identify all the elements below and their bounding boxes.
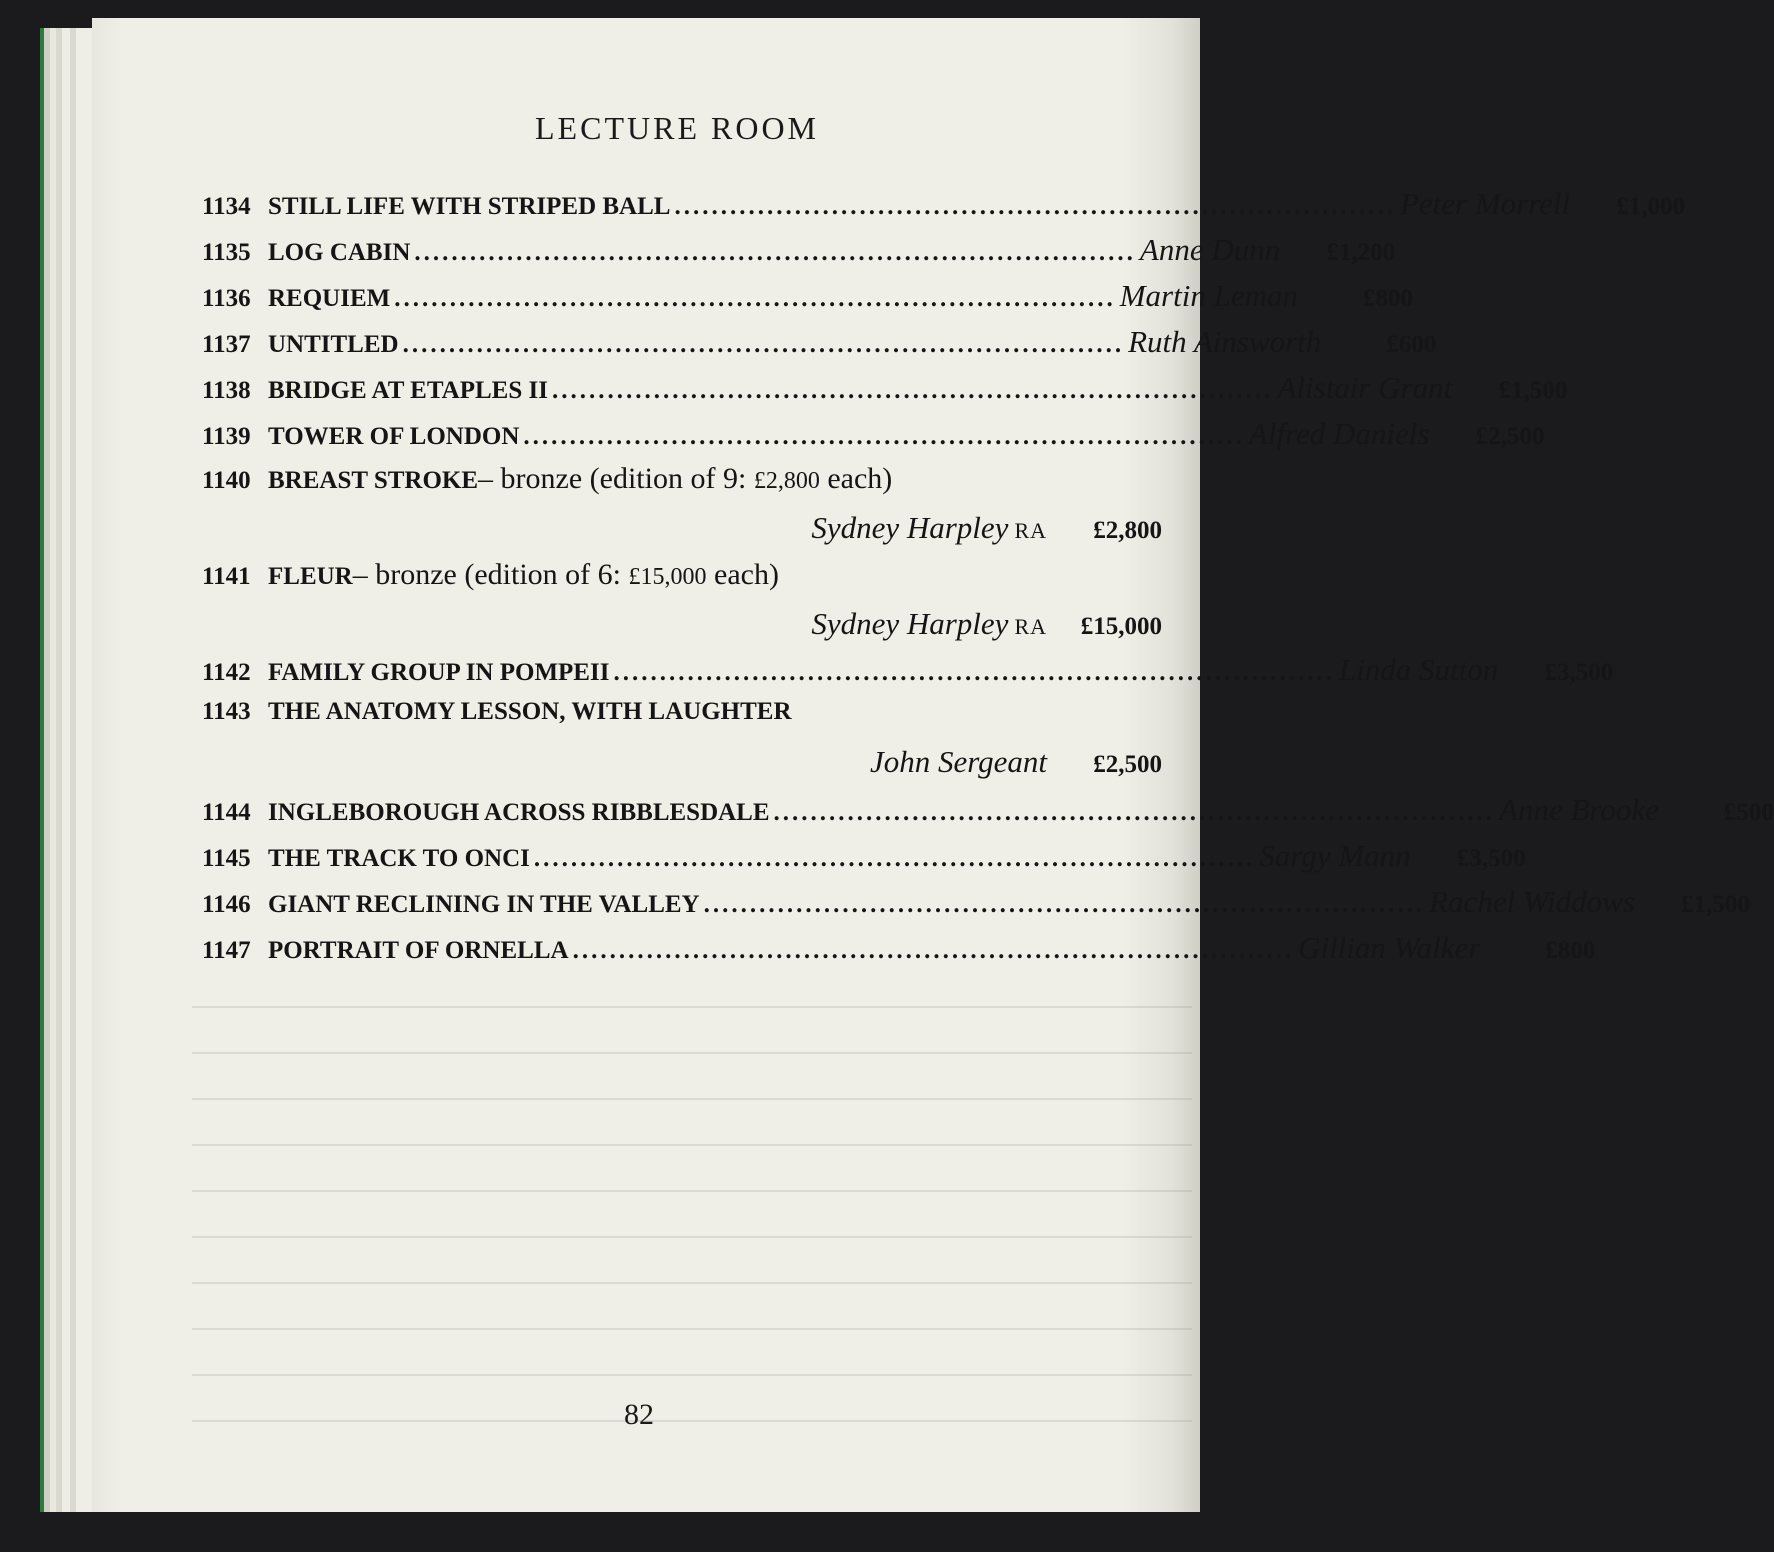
catalogue-entry bbox=[202, 186, 1686, 230]
entry-number: 1143 bbox=[202, 698, 251, 725]
entry-title: FLEUR bbox=[268, 563, 353, 590]
entry-number: 1145 bbox=[202, 845, 251, 872]
entry-price: £600 bbox=[1386, 331, 1437, 358]
entry-price: £500 bbox=[1723, 799, 1774, 826]
catalogue-entry bbox=[202, 370, 1568, 414]
entry-title: FAMILY GROUP IN POMPEII bbox=[268, 659, 610, 686]
catalogue-entry-continuation bbox=[202, 510, 1162, 554]
catalogue-entry bbox=[202, 462, 1162, 506]
entry-number: 1140 bbox=[202, 467, 251, 494]
entry-price: £1,500 bbox=[1498, 377, 1568, 404]
entry-title: THE TRACK TO ONCI bbox=[268, 845, 530, 872]
catalogue-entry bbox=[202, 838, 1526, 882]
catalogue-entry bbox=[202, 416, 1545, 460]
catalogue-entry-continuation bbox=[202, 606, 1162, 650]
entry-price: £800 bbox=[1362, 285, 1413, 312]
entry-artist: Rachel Widdows bbox=[1429, 884, 1635, 919]
entry-price: £3,500 bbox=[1544, 659, 1614, 686]
entry-number: 1138 bbox=[202, 377, 251, 404]
entry-suffix: RA bbox=[1014, 518, 1047, 543]
entry-artist: Ruth Ainsworth bbox=[1128, 324, 1322, 359]
entry-title: STILL LIFE WITH STRIPED BALL bbox=[268, 193, 671, 220]
entry-title: PORTRAIT OF ORNELLA bbox=[268, 937, 569, 964]
entry-artist: John Sergeant bbox=[869, 744, 1047, 779]
page-title: LECTURE ROOM bbox=[535, 110, 819, 146]
leader-dots: .............................................................................. bbox=[773, 799, 1496, 826]
entry-artist: Alistair Grant bbox=[1277, 370, 1453, 405]
entry-price: £2,800 bbox=[1093, 517, 1162, 544]
entry-number: 1134 bbox=[202, 193, 251, 220]
catalogue-entry bbox=[202, 698, 1162, 742]
entry-artist: Sargy Mann bbox=[1259, 838, 1411, 873]
entry-number: 1147 bbox=[202, 937, 251, 964]
entry-price: £2,500 bbox=[1093, 751, 1162, 778]
show-through-text bbox=[192, 978, 1192, 1438]
catalogue-entry bbox=[202, 278, 1413, 322]
catalogue-entry bbox=[202, 792, 1774, 836]
leader-dots: .............................................................................. bbox=[674, 193, 1396, 220]
leader-dots: .............................................................................. bbox=[523, 423, 1245, 450]
entry-medium: – bronze (edition of 9: £2,800 each) bbox=[478, 462, 893, 495]
entry-number: 1144 bbox=[202, 799, 251, 826]
entry-price: £2,500 bbox=[1475, 423, 1545, 450]
entry-number: 1137 bbox=[202, 331, 251, 358]
entry-medium: – bronze (edition of 6: £15,000 each) bbox=[352, 558, 779, 591]
catalogue-entry bbox=[202, 930, 1596, 974]
book-page-edges bbox=[40, 28, 100, 1512]
entry-artist: Gillian Walker bbox=[1298, 930, 1481, 965]
entry-artist: Martin Leman bbox=[1119, 278, 1298, 313]
catalogue-entry-continuation bbox=[202, 744, 1162, 788]
entry-suffix: RA bbox=[1014, 614, 1047, 639]
entry-artist: Alfred Daniels bbox=[1248, 416, 1430, 451]
entry-artist: Linda Sutton bbox=[1338, 652, 1499, 687]
entry-price: £1,500 bbox=[1681, 891, 1750, 918]
entry-number: 1139 bbox=[202, 423, 251, 450]
edition-price: £15,000 bbox=[628, 564, 707, 590]
catalogue-entry bbox=[202, 324, 1437, 368]
entry-number: 1136 bbox=[202, 285, 251, 312]
leader-dots: .............................................................................. bbox=[572, 937, 1295, 964]
page-number: 82 bbox=[624, 1398, 654, 1431]
leader-dots: .............................................................................. bbox=[394, 285, 1116, 312]
edition-price: £2,800 bbox=[753, 468, 820, 494]
entry-artist: Peter Morrell bbox=[1399, 186, 1571, 221]
leader-dots: .............................................................................. bbox=[533, 845, 1256, 872]
entry-title: GIANT RECLINING IN THE VALLEY bbox=[268, 891, 700, 918]
entry-title: TOWER OF LONDON bbox=[268, 423, 520, 450]
catalogue-entry bbox=[202, 232, 1396, 276]
entry-price: £3,500 bbox=[1456, 845, 1526, 872]
entry-number: 1135 bbox=[202, 239, 251, 266]
entry-title: BREAST STROKE bbox=[268, 467, 479, 494]
catalogue-entry bbox=[202, 652, 1614, 696]
entry-title: BRIDGE AT ETAPLES II bbox=[268, 377, 548, 404]
entry-title: UNTITLED bbox=[268, 331, 399, 358]
leader-dots: .............................................................................. bbox=[551, 377, 1274, 404]
leader-dots: .............................................................................. bbox=[613, 659, 1335, 686]
leader-dots: .............................................................................. bbox=[414, 239, 1136, 266]
entry-title: LOG CABIN bbox=[268, 239, 411, 266]
entry-price: £1,000 bbox=[1616, 193, 1686, 220]
entry-title: INGLEBOROUGH ACROSS RIBBLESDALE bbox=[268, 799, 770, 826]
entry-price: £15,000 bbox=[1080, 613, 1162, 640]
catalogue-entry bbox=[202, 558, 1162, 602]
entry-title: THE ANATOMY LESSON, WITH LAUGHTER bbox=[268, 698, 792, 725]
entry-artist: Anne Brooke bbox=[1499, 792, 1659, 827]
entry-price: £1,200 bbox=[1326, 239, 1396, 266]
entry-title: REQUIEM bbox=[268, 285, 391, 312]
entry-number: 1146 bbox=[202, 891, 251, 918]
leader-dots: .............................................................................. bbox=[402, 331, 1125, 358]
entry-price: £800 bbox=[1545, 937, 1596, 964]
leader-dots: .............................................................................. bbox=[703, 891, 1426, 918]
entry-number: 1141 bbox=[202, 563, 251, 590]
entry-artist: Anne Dunn bbox=[1139, 232, 1281, 267]
catalogue-page bbox=[92, 18, 1774, 1512]
entry-artist: Sydney Harpley RA bbox=[811, 510, 1047, 545]
entry-artist: Sydney Harpley RA bbox=[811, 606, 1047, 641]
catalogue-entry bbox=[202, 884, 1750, 928]
entry-number: 1142 bbox=[202, 659, 251, 686]
